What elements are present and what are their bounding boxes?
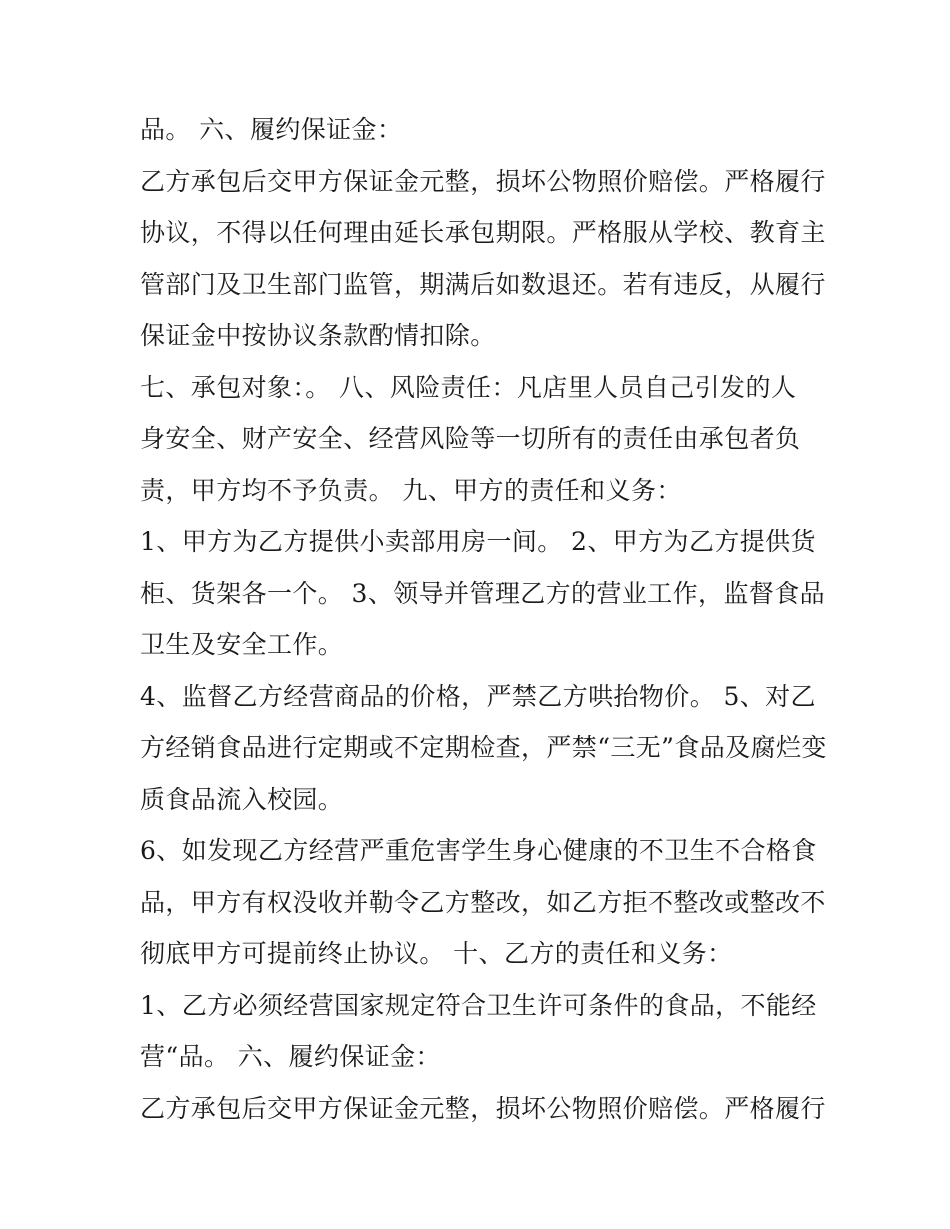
text-line: 1、甲方为乙方提供小卖部用房一间。 2、甲方为乙方提供货 [140, 527, 816, 556]
text-line: 卫生及安全工作。 [140, 630, 344, 659]
text-line: 乙方承包后交甲方保证金元整，损坏公物照价赔偿。严格履行 [140, 166, 826, 196]
text-line: 1、乙方必须经营国家规定符合卫生许可条件的食品，不能经 [140, 990, 817, 1020]
text-line: 品，甲方有权没收并勒令乙方整改，如乙方拒不整改或整改不 [140, 887, 826, 917]
text-line: 质食品流入校园。 [140, 784, 344, 814]
text-line: 营“品。 六、履约保证金： [140, 1042, 441, 1071]
text-line: 品。 六、履约保证金： [140, 115, 403, 144]
text-line: 6、如发现乙方经营严重危害学生身心健康的不卫生不合格食 [140, 836, 817, 865]
text-line: 责，甲方均不予负责。 九、甲方的责任和义务： [140, 475, 682, 505]
text-line: 柜、货架各一个。 3、领导并管理乙方的营业工作，监督食品 [140, 578, 826, 608]
text-line: 协议，不得以任何理由延长承包期限。严格服从学校、教育主 [140, 218, 826, 247]
text-line: 七、承包对象：。 八、风险责任：凡店里人员自己引发的人 [140, 372, 797, 402]
text-line: 方经销食品进行定期或不定期检查，严禁“三无”食品及腐烂变 [140, 733, 827, 762]
text-line: 彻底甲方可提前终止协议。 十、乙方的责任和义务： [140, 939, 733, 968]
text-line: 乙方承包后交甲方保证金元整，损坏公物照价赔偿。严格履行 [140, 1093, 826, 1123]
text-line: 身安全、财产安全、经营风险等一切所有的责任由承包者负 [140, 424, 801, 453]
text-line: 管部门及卫生部门监管，期满后如数退还。若有违反，从履行 [140, 269, 826, 299]
document-body [140, 104, 827, 1134]
text-line: 保证金中按协议条款酌情扣除。 [140, 321, 496, 350]
text-line: 4、监督乙方经营商品的价格，严禁乙方哄抬物价。 5、对乙 [140, 681, 816, 711]
